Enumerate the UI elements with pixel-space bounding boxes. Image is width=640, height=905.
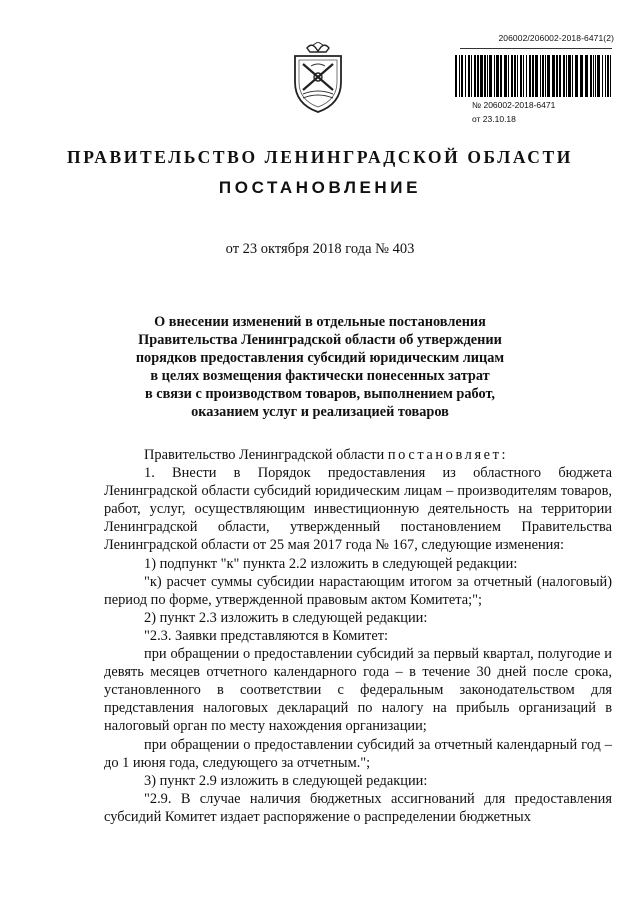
barcode-bar (500, 55, 502, 97)
document-body (104, 446, 612, 826)
barcode-bar (496, 55, 499, 97)
body-paragraph: 1. Внести в Порядок предоставления из областного бюджета Ленинградской области субсидий юридическим лицам – производителям товаров, работ, услуг, осуществляющим инвестиционную деятельность на территории Ленинградской области, утвержденный постановлением Правительства Ленинградской области от 25 мая 2017 года № 167, следующие изменения: (104, 465, 612, 554)
body-paragraph: 1) подпункт "к" пункта 2.2 изложить в следующей редакции: (144, 555, 518, 572)
barcode-bar (590, 55, 592, 97)
document-code: 206002/206002-2018-6471(2) (498, 33, 614, 43)
barcode-bar (545, 55, 546, 97)
barcode-bar (580, 55, 583, 97)
barcode-bar (540, 55, 541, 97)
intro-prefix: Правительство Ленинградской области (144, 447, 388, 463)
subject-line: Правительства Ленинградской области об утверждении (138, 332, 502, 348)
barcode-bar (489, 55, 492, 97)
barcode-bar (465, 55, 466, 97)
barcode-bar (593, 55, 594, 97)
intro-verb: постановляет: (387, 447, 509, 463)
registration-number: № 206002-2018-6471 (472, 100, 556, 110)
barcode-bar (585, 55, 588, 97)
barcode-bar (459, 55, 460, 97)
body-paragraph: "к) расчет суммы субсидии нарастающим итогом за отчетный (налоговый) период по форме, утвержденной правовым актом Комитета;"; (104, 573, 612, 608)
barcode-bar (602, 55, 603, 97)
barcode-bar (597, 55, 600, 97)
barcode-bar (480, 55, 483, 97)
barcode-bar (610, 55, 611, 97)
body-paragraph: 3) пункт 2.9 изложить в следующей редакции: (144, 772, 428, 789)
barcode-bar (461, 55, 463, 97)
barcode-bar (559, 55, 561, 97)
barcode-bar (526, 55, 527, 97)
subject-line: оказанием услуг и реализацией товаров (191, 404, 449, 420)
body-paragraph: при обращении о предоставлении субсидий за первый квартал, полугодие и девять месяцев отчетного календарного года – в течение 30 дней после срока, установленного в соответствии с федеральным законодательством для представления налоговых деклараций по налогу на прибыль организаций в налоговый орган по месту нахождения организации; (104, 646, 612, 735)
subject-line: О внесении изменений в отдельные постановления (154, 314, 486, 330)
barcode-bar (575, 55, 578, 97)
barcode-bar (471, 55, 472, 97)
barcode-bar (535, 55, 538, 97)
body-paragraph: "2.9. В случае наличия бюджетных ассигнований для предоставления субсидий Комитет издает распоряжение о распределении бюджетных (104, 790, 612, 825)
barcode-bar (529, 55, 531, 97)
barcode-bar (468, 55, 470, 97)
barcode-bar (563, 55, 565, 97)
barcode-bar (508, 55, 509, 97)
subject-line: порядков предоставления субсидий юридическим лицам (135, 350, 505, 366)
document-date-number: от 23 октября 2018 года № 403 (225, 241, 415, 257)
barcode (454, 55, 614, 97)
barcode-bar (487, 55, 488, 97)
barcode-bar (566, 55, 567, 97)
barcode-bar (552, 55, 555, 97)
government-name: ПРАВИТЕЛЬСТВО ЛЕНИНГРАДСКОЙ ОБЛАСТИ (66, 147, 574, 167)
barcode-bar (556, 55, 558, 97)
document-type: ПОСТАНОВЛЕНИЕ (218, 178, 422, 197)
barcode-bar (523, 55, 524, 97)
barcode-bar (514, 55, 516, 97)
body-paragraph: 2) пункт 2.3 изложить в следующей редакции: (144, 609, 428, 626)
barcode-bar (568, 55, 571, 97)
registration-stamp (454, 48, 616, 125)
barcode-bar (517, 55, 518, 97)
barcode-bar (484, 55, 486, 97)
resolution-intro (104, 446, 612, 464)
barcode-bar (504, 55, 507, 97)
barcode-bar (532, 55, 534, 97)
barcode-bar (595, 55, 596, 97)
barcode-bar (455, 55, 457, 97)
document-subject (120, 313, 520, 421)
barcode-bar (542, 55, 544, 97)
registration-date: от 23.10.18 (472, 114, 516, 124)
stamp-line (460, 48, 612, 49)
barcode-bar (477, 55, 479, 97)
barcode-bar (605, 55, 606, 97)
subject-line: в связи с производством товаров, выполнением работ, (145, 386, 495, 402)
barcode-bar (547, 55, 550, 97)
barcode-bar (607, 55, 609, 97)
barcode-bar (520, 55, 522, 97)
body-paragraph: "2.3. Заявки представляются в Комитет: (144, 627, 389, 644)
barcode-bar (572, 55, 573, 97)
subject-line: в целях возмещения фактически понесенных затрат (150, 368, 490, 384)
barcode-bar (474, 55, 476, 97)
body-paragraph: при обращении о предоставлении субсидий за отчетный календарный год – до 1 июня года, следующего за отчетным."; (104, 736, 612, 771)
barcode-bar (511, 55, 513, 97)
coat-of-arms-emblem (289, 42, 347, 114)
barcode-bar (494, 55, 495, 97)
